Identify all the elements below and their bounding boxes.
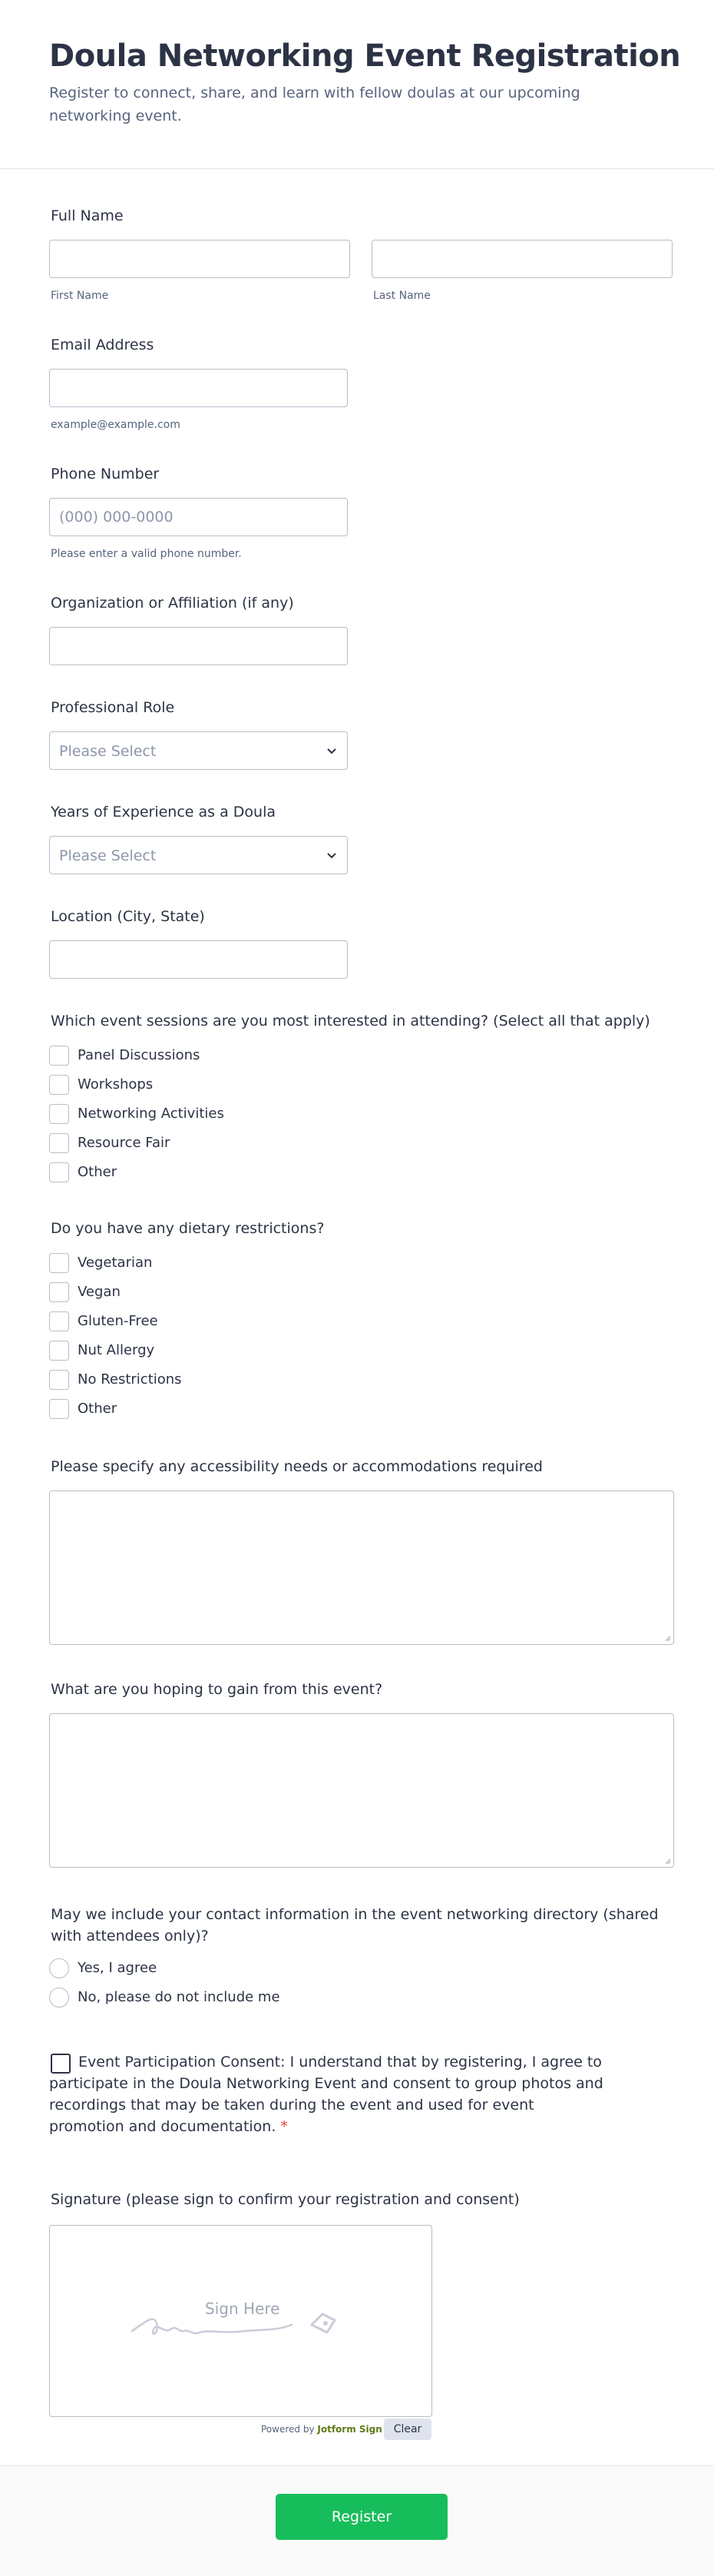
first-name-input[interactable] (49, 240, 350, 278)
last-name-input[interactable] (372, 240, 673, 278)
hoping-textarea[interactable] (49, 1713, 674, 1868)
experience-select[interactable] (49, 836, 348, 874)
option-label: No, please do not include me (78, 1989, 280, 2005)
option-label: No Restrictions (78, 1371, 182, 1387)
accessibility-textarea[interactable] (49, 1490, 674, 1645)
signature-placeholder: Sign Here (205, 2299, 280, 2318)
signature-pad[interactable] (49, 2225, 432, 2417)
form-subtitle: Register to connect, share, and learn with fellow doulas at our upcoming networking event. (49, 85, 580, 124)
role-select-placeholder: Please Select (59, 743, 157, 760)
option-label: Gluten-Free (78, 1313, 158, 1329)
checkbox[interactable] (49, 1399, 69, 1419)
form-header (0, 0, 714, 169)
role-select[interactable] (49, 731, 348, 770)
radio-button[interactable] (49, 1988, 69, 2007)
location-input[interactable] (49, 940, 348, 979)
checkbox[interactable] (49, 1104, 69, 1124)
checkbox[interactable] (49, 1046, 69, 1066)
email-sublabel: example@example.com (51, 419, 180, 431)
checkbox[interactable] (49, 1253, 69, 1273)
resize-grip-icon[interactable] (663, 1634, 671, 1642)
option-label: Nut Allergy (78, 1342, 155, 1358)
option-label: Workshops (78, 1076, 154, 1092)
powered-brand[interactable]: Jotform Sign (317, 2424, 382, 2435)
form-title: Doula Networking Event Registration (49, 38, 681, 74)
organization-label: Organization or Affiliation (if any) (51, 595, 294, 612)
register-button[interactable]: Register (276, 2494, 448, 2540)
email-input[interactable] (49, 369, 348, 407)
email-label: Email Address (51, 337, 154, 353)
phone-label: Phone Number (51, 466, 160, 482)
form-footer (0, 2465, 714, 2576)
experience-label: Years of Experience as a Doula (51, 804, 276, 821)
checkbox[interactable] (49, 1311, 69, 1331)
option-label: Yes, I agree (78, 1960, 157, 1976)
checkbox[interactable] (49, 1075, 69, 1095)
checkbox[interactable] (49, 1133, 69, 1153)
option-label: Resource Fair (78, 1135, 170, 1151)
chevron-down-icon (326, 744, 338, 757)
option-label: Networking Activities (78, 1106, 224, 1122)
checkbox[interactable] (49, 1162, 69, 1182)
powered-by (261, 2424, 382, 2435)
option-label: Vegan (78, 1284, 121, 1300)
consent-label: Event Participation Consent: I understand that by registering, I agree to participate in the Doula Networking Event and consent to group photos and recordings that may be taken during the event and used for event promotion and documentation. (49, 2054, 603, 2135)
organization-input[interactable] (49, 627, 348, 665)
option-label: Other (78, 1164, 117, 1180)
accessibility-label: Please specify any accessibility needs or accommodations required (51, 1458, 543, 1475)
consent-text (49, 2051, 610, 2137)
directory-label: May we include your contact information in the event networking directory (shared with attendees only)? (51, 1906, 659, 1944)
hoping-label: What are you hoping to gain from this event? (51, 1681, 383, 1698)
powered-prefix: Powered by (261, 2424, 315, 2435)
radio-button[interactable] (49, 1958, 69, 1978)
signature-label: Signature (please sign to confirm your registration and consent) (51, 2191, 520, 2208)
checkbox[interactable] (49, 1370, 69, 1390)
dietary-label: Do you have any dietary restrictions? (51, 1220, 325, 1237)
clear-signature-button[interactable]: Clear (384, 2419, 431, 2440)
resize-grip-icon[interactable] (663, 1857, 671, 1865)
checkbox[interactable] (49, 1341, 69, 1361)
full-name-label: Full Name (51, 207, 124, 224)
checkbox[interactable] (49, 1282, 69, 1302)
phone-input[interactable] (49, 498, 348, 536)
experience-select-placeholder: Please Select (59, 847, 157, 864)
option-label: Other (78, 1401, 117, 1417)
required-mark: * (280, 2118, 288, 2135)
role-label: Professional Role (51, 699, 175, 716)
phone-sublabel: Please enter a valid phone number. (51, 548, 242, 560)
first-name-sublabel: First Name (51, 290, 109, 302)
option-label: Panel Discussions (78, 1047, 200, 1063)
chevron-down-icon (326, 849, 338, 861)
option-label: Vegetarian (78, 1255, 153, 1271)
last-name-sublabel: Last Name (373, 290, 431, 302)
sessions-label: Which event sessions are you most interested in attending? (Select all that apply) (51, 1013, 650, 1029)
location-label: Location (City, State) (51, 908, 205, 925)
